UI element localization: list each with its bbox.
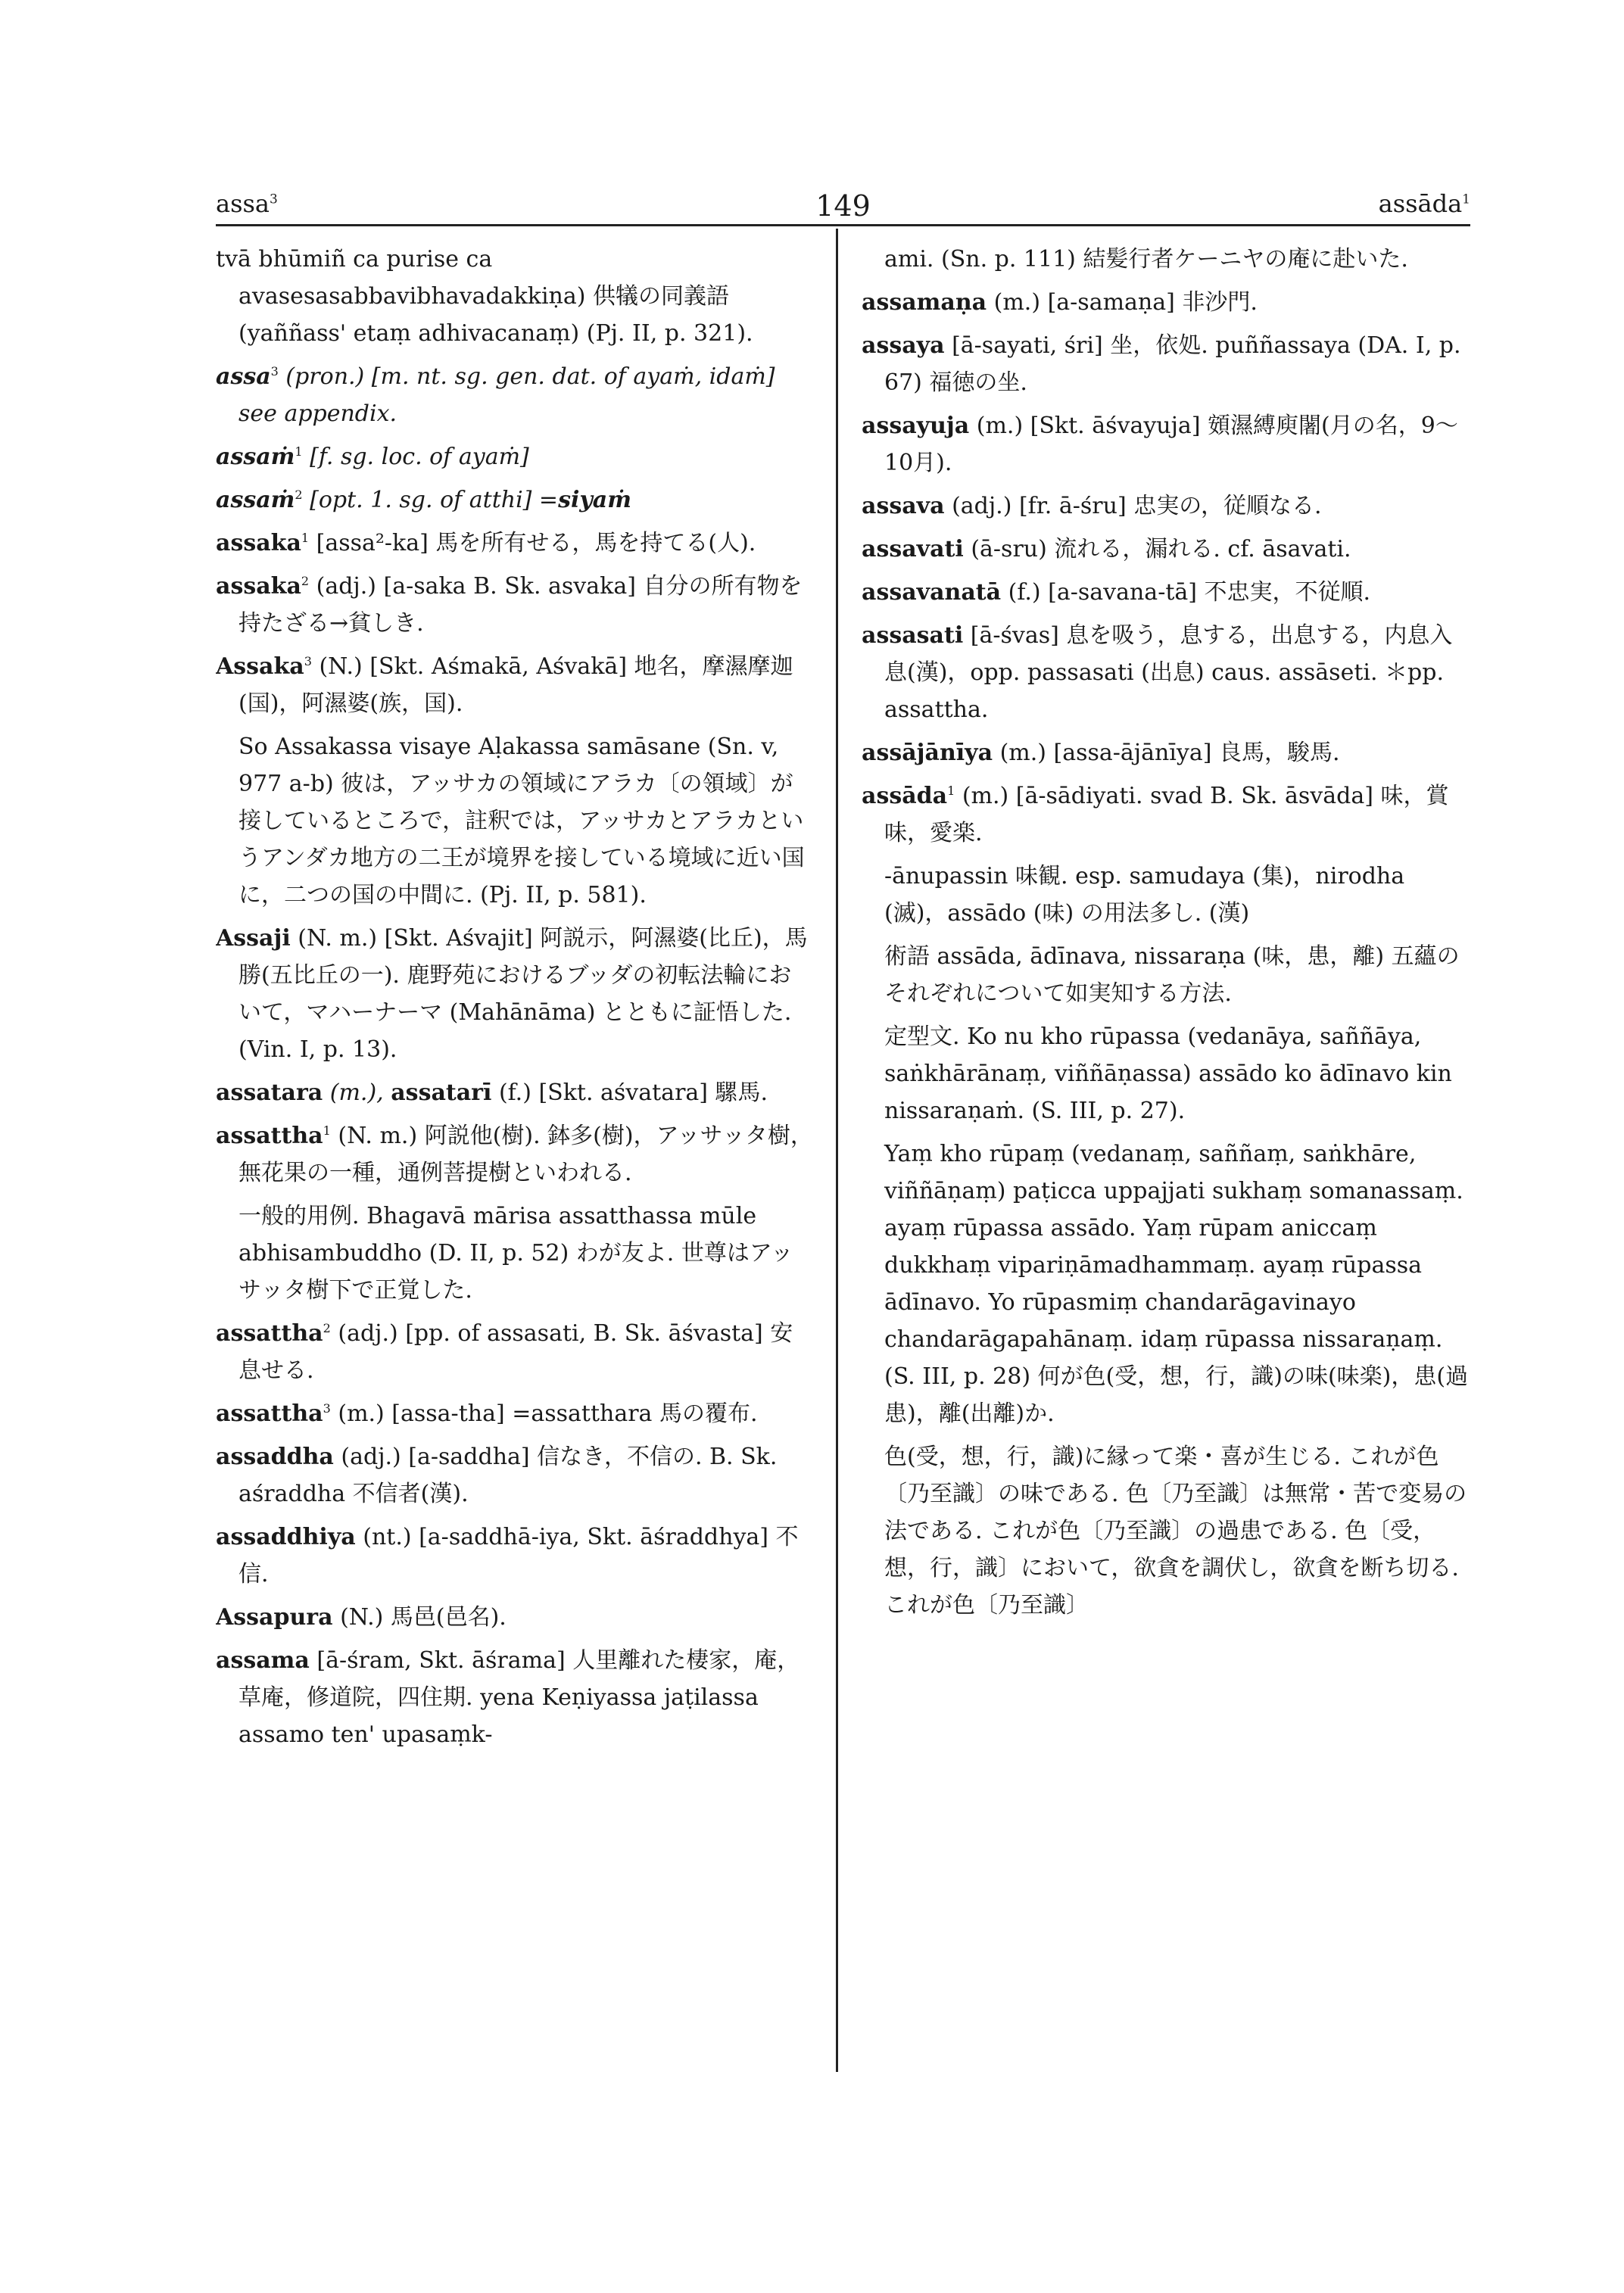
entry-assaka1: assaka$^1$ [assa²-ka] 馬を所有せる，馬を持てる(人).	[216, 530, 756, 556]
assada-technical-term: 術語 assāda, ādīnava, nissaraṇa (味，患，離) 五蘊のそれぞれについて如実知する方法.	[884, 943, 1460, 1007]
entry-assamana: assamaṇa (m.) [a-samaṇa] 非沙門.	[862, 289, 1258, 316]
entry-assam1: assaṁ$^1$ [f. sg. loc. of ayaṁ]	[216, 444, 529, 470]
entry-assaji: Assaji (N. m.) [Skt. Aśvajit] 阿説示，阿濕婆(比丘)，馬勝(五比丘の一). 鹿野苑におけるブッダの初転法輪において，マハーナーマ (Mahānāma) とともに証悟した. (Vin. I, p. 13).	[216, 925, 808, 1063]
assada-usage: -ānupassin 味観. esp. samudaya (集)，nirodha (滅)，assādo (味) の用法多し. (漢)	[884, 863, 1405, 927]
running-head-left: assa$^3$	[216, 189, 278, 218]
entry-assaddhiya: assaddhiya (nt.) [a-saddhā-iya, Skt. āśraddhya] 不信.	[216, 1524, 799, 1587]
entry-assavati: assavati (ā-sru) 流れる，漏れる. cf. āsavati.	[862, 536, 1351, 562]
running-head-right: assāda$^1$	[1378, 189, 1470, 218]
entry-assatara: assatara (m.), assatarī (f.) [Skt. aśvatara] 騾馬.	[216, 1080, 768, 1106]
entry-assaka3: Assaka$^3$ (N.) [Skt. Aśmakā, Aśvakā] 地名，摩濕摩迦(国)，阿濕婆(族，国).	[216, 653, 793, 717]
entry-assava: assava (adj.) [fr. ā-śru] 忠実の，従順なる.	[862, 493, 1322, 519]
entry-assama: assama [ā-śram, Skt. āśrama] 人里離れた棲家，庵，草庵，修道院，四住期. yena Keṇiyassa jaṭilassa assamo ten' upasaṃk-	[216, 1647, 800, 1748]
assada-translation: 色(受，想，行，識)に縁って楽・喜が生じる. これが色〔乃至識〕の味である. 色〔乃至識〕は無常・苦で変易の法である. これが色〔乃至識〕の過患である. 色〔受，想，行，識〕において，欲貪を調伏し，欲貪を断ち切る. これが色〔乃至識〕	[884, 1444, 1467, 1618]
example-assaka3: So Assakassa visaye Aḷakassa samāsane (Sn. v, 977 a-b) 彼は，アッサカの領域にアラカ〔の領域〕が接しているところで，註釈では，アッサカとアラカというアンダカ地方の二王が境界を接している境域に近い国に，二つの国の中間に. (Pj. II, p. 581).	[238, 734, 805, 908]
entry-assaddha: assaddha (adj.) [a-saddha] 信なき，不信の. B. Sk. aśraddha 不信者(漢).	[216, 1444, 778, 1507]
entry-assattha3: assattha$^3$ (m.) [assa-tha] =assatthara 馬の覆布.	[216, 1400, 758, 1427]
continued-text: tvā bhūmiñ ca purise ca avasesasabbavibhavadakkiṇa) 供犠の同義語 (yaññass' etaṃ adhivacanaṃ) (Pj. II, p. 321).	[216, 246, 753, 347]
entry-assapura: Assapura (N.) 馬邑(邑名).	[216, 1604, 507, 1631]
right-column	[862, 241, 1475, 2073]
continued-text-right: ami. (Sn. p. 111) 結髪行者ケーニヤの庵に赴いた.	[884, 246, 1408, 273]
page-number: 149	[815, 189, 871, 223]
entry-assayuja: assayuja (m.) [Skt. āśvayuja] 頞濕縛庾闍(月の名，9～10月).	[862, 413, 1458, 476]
column-divider	[836, 229, 838, 2072]
left-column	[216, 241, 814, 2073]
entry-assaka2: assaka$^2$ (adj.) [a-saka B. Sk. asvaka] 自分の所有物を持たざる→貧しき.	[216, 573, 803, 637]
example-assattha1: 一般的用例. Bhagavā mārisa assatthassa mūle abhisambuddho (D. II, p. 52) わが友よ. 世尊はアッサッタ樹下で正覚した.	[238, 1203, 793, 1304]
entry-assajaniya: assājānīya (m.) [assa-ājānīya] 良馬，駿馬.	[862, 740, 1340, 766]
assada-formula: 定型文. Ko nu kho rūpassa (vedanāya, saññāya, saṅkhārānaṃ, viññāṇassa) assādo ko ādīnavo kin nissaraṇaṁ. (S. III, p. 27).	[884, 1023, 1452, 1124]
entry-assattha1: assattha$^1$ (N. m.) 阿説他(樹). 鉢多(樹)，アッサッタ樹，無花果の一種，通例菩提樹といわれる.	[216, 1123, 813, 1186]
assada-citation: Yaṃ kho rūpaṃ (vedanaṃ, saññaṃ, saṅkhāre, viññāṇaṃ) paṭicca uppajjati sukhaṃ somanassaṃ. ayaṃ rūpassa assādo. Yaṃ rūpam aniccaṃ dukkhaṃ vipariṇāmadhammaṃ. ayaṃ rūpassa ādīnavo. Yo rūpasmiṃ chandarāgavinayo chandarāgapahānaṃ. idaṃ rūpassa nissaraṇaṃ. (S. III, p. 28) 何が色(受，想，行，識)の味(味楽)，患(過患)，離(出離)か.	[884, 1141, 1469, 1427]
entry-assasati: assasati [ā-śvas] 息を吸う，息する，出息する，内息入息(漢)，opp. passasati (出息) caus. assāseti. ＊pp. assattha.	[862, 622, 1453, 723]
entry-assaya: assaya [ā-sayati, śri] 坐，依処. puññassaya (DA. I, p. 67) 福徳の坐.	[862, 332, 1461, 396]
entry-assada1: assāda$^1$ (m.) [ā-sādiyati. svad B. Sk. āsvāda] 味，賞味，愛楽.	[862, 783, 1449, 846]
page-header	[216, 182, 1470, 226]
entry-assavanata: assavanatā (f.) [a-savana-tā] 不忠実，不従順.	[862, 579, 1371, 606]
entry-assa3: assa$^3$ (pron.) [m. nt. sg. gen. dat. of ayaṁ, idaṁ] see appendix.	[216, 363, 775, 427]
entry-assam2: assaṁ$^2$ [opt. 1. sg. of atthi] =siyaṁ	[216, 487, 631, 513]
entry-assattha2: assattha$^2$ (adj.) [pp. of assasati, B. Sk. āśvasta] 安息せる.	[216, 1320, 793, 1384]
